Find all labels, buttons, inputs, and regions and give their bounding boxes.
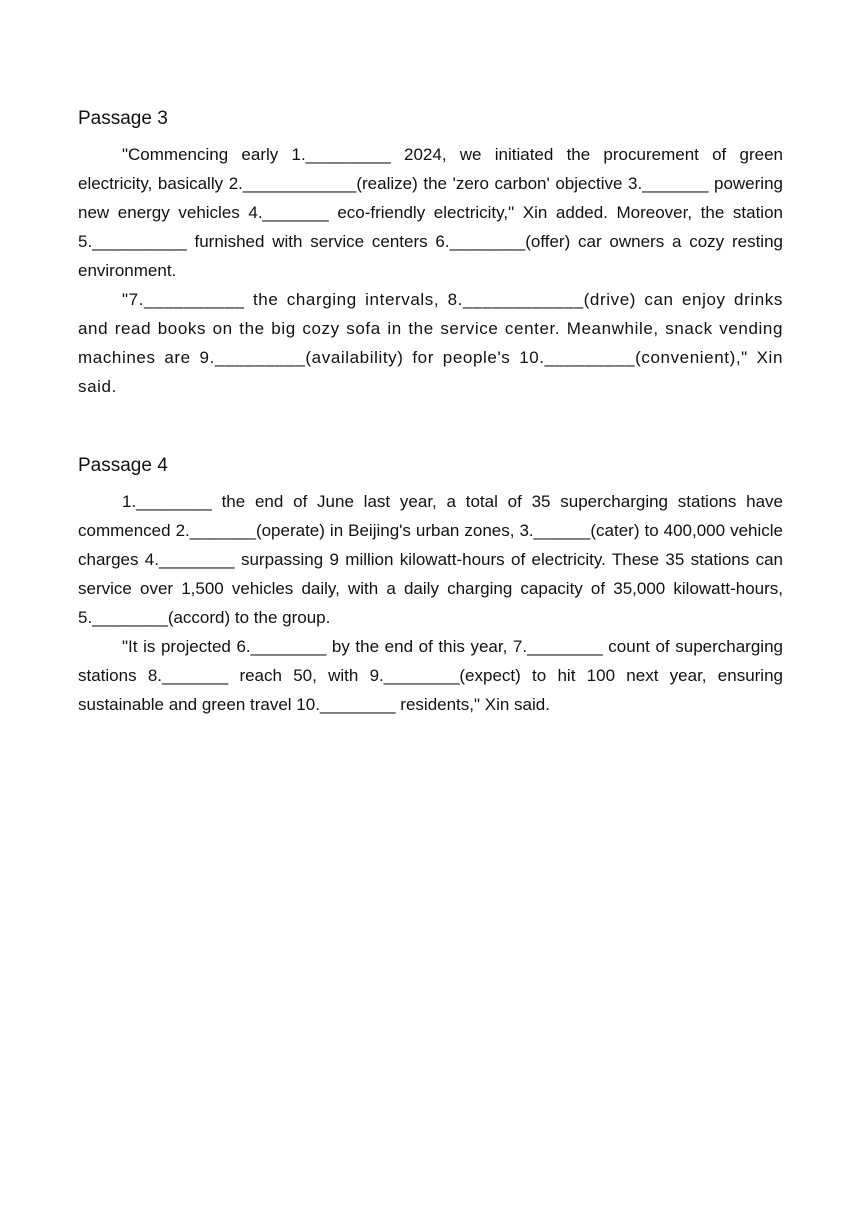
passage-paragraph: "7.__________ the charging intervals, 8.____________(drive) can enjoy drinks and read books on the big cozy sofa in the service center. Meanwhile, snack vending machines are 9._________(availability) for people's 10._________(convenient)," Xin said.	[78, 290, 783, 396]
document-page	[78, 104, 783, 719]
passage-paragraph: "It is projected 6.________ by the end of this year, 7.________ count of supercharging stations 8._______ reach 50, with 9.________(expect) to hit 100 next year, ensuring sustainable and green travel 10.________ residents," Xin said.	[78, 637, 783, 714]
passage-heading: Passage 3	[78, 108, 168, 129]
passage-paragraph: 1.________ the end of June last year, a total of 35 supercharging stations have commenced 2._______(operate) in Beijing's urban zones, 3.______(cater) to 400,000 vehicle charges 4.________ surpassing 9 million kilowatt-hours of electricity. These 35 stations can service over 1,500 vehicles daily, with a daily charging capacity of 35,000 kilowatt-hours, 5.________(accord) to the group.	[78, 492, 783, 627]
passage-paragraph: "Commencing early 1._________ 2024, we initiated the procurement of green electricity, basically 2.____________(realize) the 'zero carbon' objective 3._______ powering new energy vehicles 4._______ eco-friendly electricity," Xin added. Moreover, the station 5.__________ furnished with service centers 6.________(offer) car owners a cozy resting environment.	[78, 145, 783, 280]
passage-3	[78, 104, 783, 401]
passage-heading: Passage 4	[78, 455, 168, 476]
passage-4	[78, 451, 783, 719]
